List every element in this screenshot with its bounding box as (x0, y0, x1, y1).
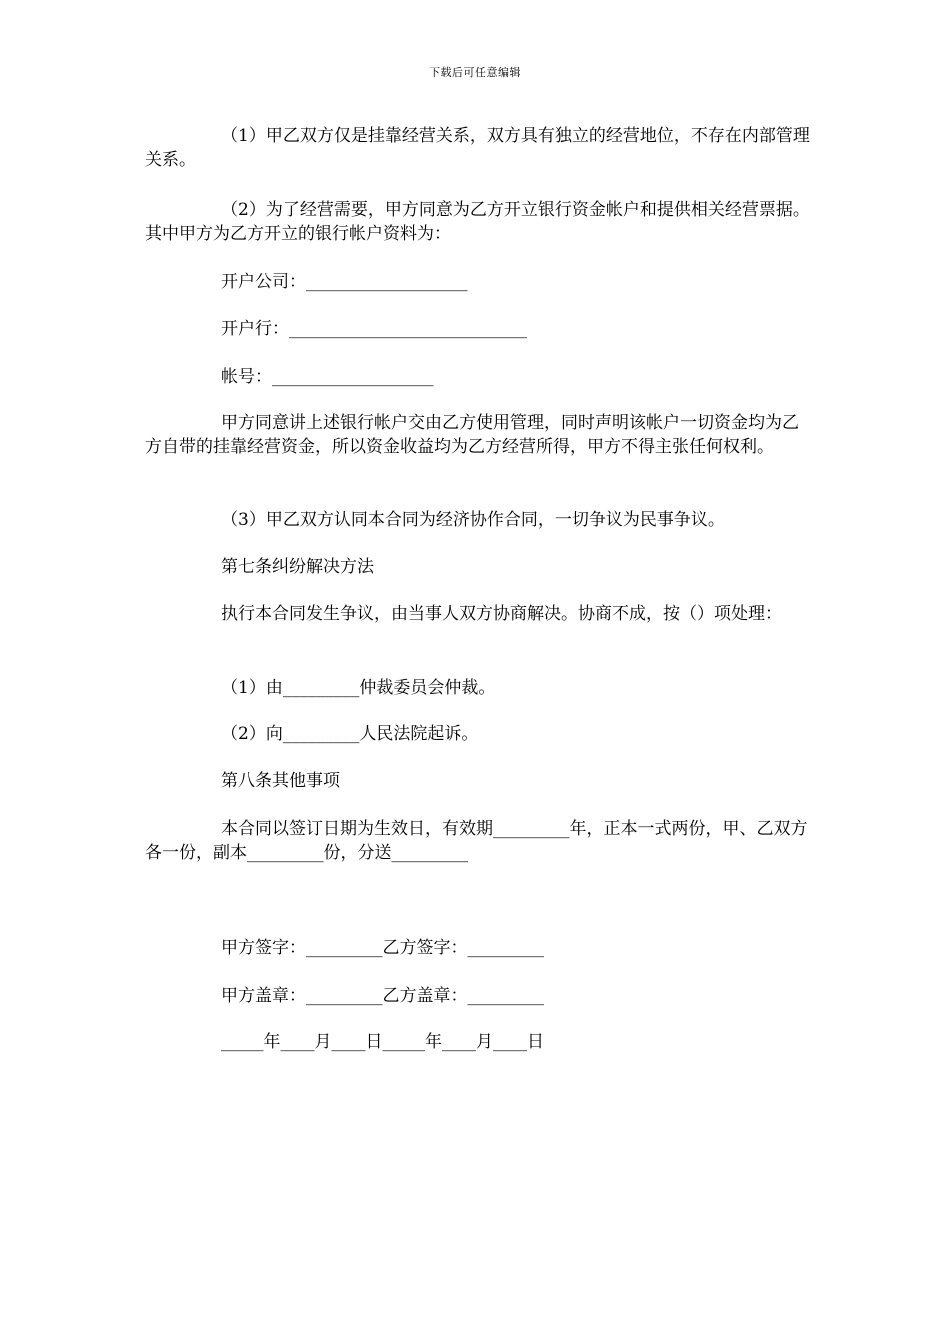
account-bank-field: 开户行：____________________________ (221, 319, 527, 339)
seal-line: 甲方盖章：_________乙方盖章：_________ (221, 986, 544, 1006)
article-7-title: 第七条纠纷解决方法 (221, 557, 374, 577)
account-usage-paragraph: 甲方同意讲上述银行帐户交由乙方使用管理，同时声明该帐户一切资金均为乙方自带的挂靠经营资金，所以资金收益均为乙方经营所得，甲方不得主张任何权利。 (145, 413, 799, 457)
clause-2-paragraph: （2）为了经营需要，甲方同意为乙方开立银行资金帐户和提供相关经营票据。其中甲方为乙方开立的银行帐户资料为： (145, 200, 810, 244)
date-line: _____年____月____日_____年____月____日 (221, 1032, 544, 1052)
article-8-title: 第八条其他事项 (221, 771, 340, 791)
validity-paragraph: 本合同以签订日期为生效日，有效期_________年，正本一式两份，甲、乙双方各一份，副本_________份，分送_________ (145, 819, 808, 863)
page-header: 下载后可任意编辑 (429, 66, 521, 79)
account-company-field: 开户公司：___________________ (221, 272, 468, 292)
signature-line: 甲方签字：_________乙方签字：_________ (221, 938, 544, 958)
option-arbitration: （1）由_________仲裁委员会仲裁。 (221, 678, 496, 698)
clause-3-paragraph: （3）甲乙双方认同本合同为经济协作合同，一切争议为民事争议。 (221, 510, 725, 530)
clause-1-paragraph: （1）甲乙双方仅是挂靠经营关系，双方具有独立的经营地位，不存在内部管理关系。 (145, 126, 810, 170)
dispute-paragraph: 执行本合同发生争议，由当事人双方协商解决。协商不成，按（）项处理： (221, 604, 782, 624)
option-court: （2）向_________人民法院起诉。 (221, 724, 479, 744)
account-number-field: 帐号：___________________ (221, 367, 434, 387)
